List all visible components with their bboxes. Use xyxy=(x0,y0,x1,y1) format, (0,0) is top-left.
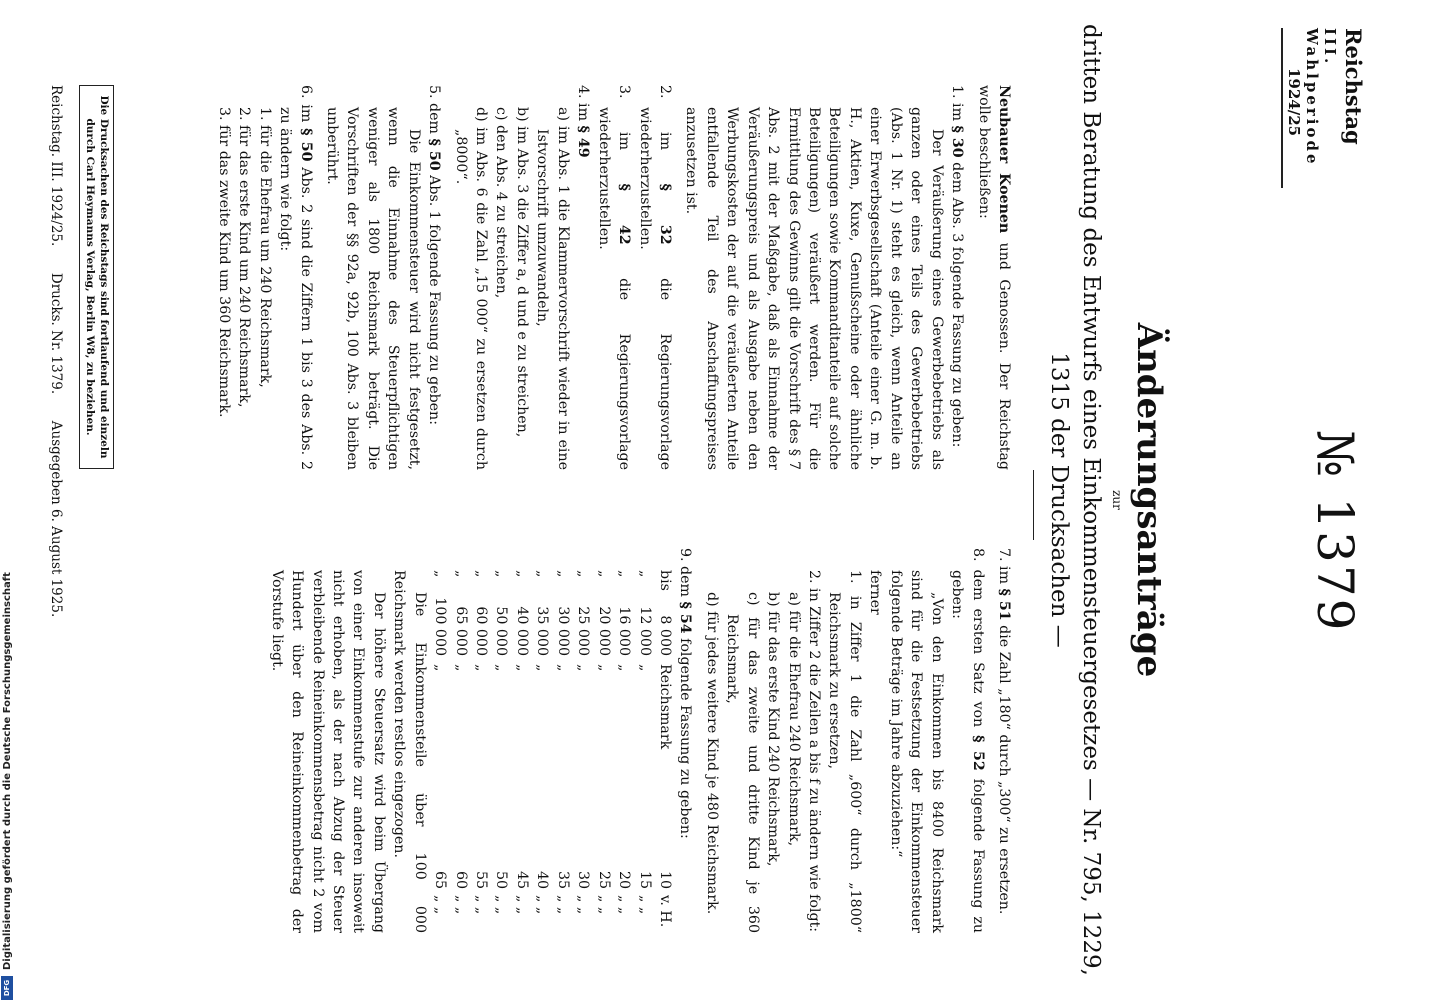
tax-row-prefix: „ xyxy=(554,570,571,578)
tax-row-rate: 20 xyxy=(616,870,633,889)
dfg-logo: DFG xyxy=(1,976,13,1000)
tax-row-rate-unit: v. H. xyxy=(657,895,673,928)
tax-row-unit: „ xyxy=(432,664,449,672)
tax-row-amount: 20 000 xyxy=(595,606,612,656)
tax-row-amount: 100 000 xyxy=(432,597,449,656)
tax-row-rate: 10 xyxy=(657,870,673,889)
document-subtitle-line-2: 1315 der Drucksachen — xyxy=(1046,352,1072,648)
tax-row-rate: 55 xyxy=(473,870,490,889)
tax-row-prefix: „ xyxy=(432,570,449,578)
tax-row xyxy=(430,548,450,933)
item-9-number: 9. dem xyxy=(677,548,694,602)
item-3 xyxy=(593,85,634,470)
tax-row-rate-unit: „ „ xyxy=(452,895,469,915)
item-4-number: 4. im xyxy=(575,85,592,126)
tax-row-prefix: „ xyxy=(534,570,551,578)
title-connector: zur xyxy=(1110,490,1124,510)
tax-row-amount: 30 000 xyxy=(554,606,571,656)
tax-row-amount: 50 000 xyxy=(493,606,510,656)
item-8-2: 2. in Ziffer 2 die Zeilen a bis f zu ändern wie folgt: xyxy=(806,570,823,933)
tax-row-amount: 12 000 xyxy=(636,606,653,656)
tax-row xyxy=(512,548,532,933)
item-6-number: 6. im xyxy=(297,85,314,129)
reichstag-label: Reichstag xyxy=(1341,28,1366,145)
tax-row-unit: „ xyxy=(513,664,530,672)
tax-row xyxy=(634,548,654,933)
tax-row-prefix: „ xyxy=(452,570,469,578)
item-6-1: 1. für die Ehefrau um 240 Reichsmark, xyxy=(256,107,273,388)
tax-row-unit: Reichsmark xyxy=(657,664,673,750)
item-2-number: 2. im xyxy=(657,85,673,184)
item-2-instruction: die Regierungsvorlage wiederherzustellen. xyxy=(636,107,673,471)
tax-row-prefix: „ xyxy=(575,570,592,578)
tax-row-rate: 15 xyxy=(636,870,653,889)
tax-row-prefix: „ xyxy=(636,570,653,578)
tax-row-unit: „ xyxy=(575,664,592,672)
footer-print-number: Drucks. Nr. 1379. xyxy=(48,272,64,395)
item-3-number: 3. im xyxy=(616,85,633,184)
item-6-instruction: Abs. 2 sind die Ziffern 1 bis 3 des Abs. 2 zu ändern wie folgt: xyxy=(277,107,314,471)
right-column xyxy=(266,548,1014,933)
item-6-paragraph: § 50 xyxy=(297,128,314,162)
tax-row-rate: 45 xyxy=(513,870,530,889)
item-1 xyxy=(947,85,967,470)
tax-row-rate-unit: „ „ xyxy=(534,895,551,915)
tax-row-rate-unit: „ „ xyxy=(554,895,571,915)
motion-intro xyxy=(973,85,1014,470)
item-1-number: 1. im xyxy=(949,85,966,126)
tax-row-unit: „ xyxy=(473,664,490,672)
item-7 xyxy=(994,548,1014,933)
item-6 xyxy=(275,85,316,470)
item-8-paragraph: § 52 xyxy=(969,735,986,771)
motion-authors: Neubauer Koenen xyxy=(996,85,1012,234)
tax-row xyxy=(532,548,552,933)
tax-row-rate-unit: „ „ xyxy=(432,895,449,915)
item-6-2: 2. für das erste Kind um 240 Reichsmark, xyxy=(236,107,253,408)
item-8-2c: c) für das zweite und dritte Kind je 360 Reichsmark, xyxy=(724,592,761,933)
tax-row-prefix: „ xyxy=(513,570,530,578)
tax-row xyxy=(655,548,675,933)
item-2-paragraph: § 32 xyxy=(657,183,673,245)
tax-row-unit: „ xyxy=(636,664,653,672)
item-9 xyxy=(675,548,695,933)
tax-row-rate: 25 xyxy=(595,870,612,889)
tax-row-amount: 40 000 xyxy=(513,606,530,656)
tax-row-unit: „ xyxy=(595,664,612,672)
item-4-paragraph: § 49 xyxy=(575,125,592,158)
motion-intro-text: und Genossen. Der Reichstag wolle beschließen: xyxy=(975,85,1012,471)
footer-issue-date: Ausgegeben 6. August 1925. xyxy=(48,420,64,618)
tax-row xyxy=(614,548,634,933)
tax-row-unit: „ xyxy=(493,664,510,672)
tax-row-rate-unit: „ „ xyxy=(575,895,592,915)
tax-row-rate: 60 xyxy=(452,870,469,889)
heading-rule xyxy=(1281,28,1283,188)
item-1-paragraph: § 30 xyxy=(949,125,966,158)
item-6-3: 3. für das zweite Kind um 360 Reichsmark. xyxy=(215,107,232,418)
item-1-instruction: dem Abs. 3 folgende Fassung zu geben: xyxy=(949,157,966,448)
item-7-number: 7. im xyxy=(996,548,1012,589)
tax-row-unit: „ xyxy=(534,664,551,672)
left-column xyxy=(213,85,1014,470)
item-9-instruction: folgende Fassung zu geben: xyxy=(677,633,694,839)
tax-row-rate-unit: „ „ xyxy=(595,895,612,915)
tax-row-rate-unit: „ „ xyxy=(513,895,530,915)
item-5-number: 5. dem xyxy=(426,85,443,139)
tax-row-unit: „ xyxy=(616,664,633,672)
tax-row-amount: 16 000 xyxy=(616,606,633,656)
item-3-instruction: die Regierungsvorlage wiederherzustellen. xyxy=(595,107,633,471)
tax-row-unit: „ xyxy=(554,664,571,672)
tax-row-rate-unit: „ „ xyxy=(636,895,653,915)
tax-row xyxy=(450,548,470,933)
item-4 xyxy=(573,85,593,470)
tax-row-prefix: „ xyxy=(595,570,612,578)
tax-row xyxy=(573,548,593,933)
footer-reichstag: Reichstag. III. 1924/25. xyxy=(48,85,64,247)
item-8-quote: „Von den Einkommen bis 8400 Reichsmark sind für die Festsetzung der Einkommensteuer folgende Beträge im Jahre abzuziehen:“ xyxy=(887,570,945,933)
item-7-paragraph: § 51 xyxy=(996,588,1012,621)
item-5 xyxy=(424,85,444,470)
item-2 xyxy=(634,85,675,470)
tax-row-amount: 35 000 xyxy=(534,606,551,656)
tax-row-rate: 50 xyxy=(493,870,510,889)
item-1-text: Der Veräußerung eines Gewerbebetriebs als ganzen oder eines Teils des Gewerbebetriebs (Abs. 1 Nr. 1) steht es gleich, wenn Anteile an einer Erwerbsgesellschaft (Anteile einer G. m. b. H., Aktien, Kuxe, Genußscheine oder ähnliche Beteiligungen sowie Kommanditanteile auf solche Beteiligungen) veräußert werden. Für die Ermittlung des Gewinns gilt die Vorschrift des § 7 Abs. 2 mit der Maßgabe, daß als Einnahme der Veräußerungspreis und als Ausgabe neben den Werbungskosten der auf die veräußerten Anteile entfallende Teil des Anschaffungspreises anzusetzen ist. xyxy=(683,107,945,470)
item-4a: a) im Abs. 1 die Klammervorschrift wieder in eine Istvorschrift umzuwandeln, xyxy=(534,107,571,470)
item-9-paragraph: § 54 xyxy=(677,601,694,634)
item-8 xyxy=(947,548,988,933)
item-3-paragraph: § 42 xyxy=(616,183,633,245)
item-5-text: Die Einkommensteuer wird nicht festgesetzt, wenn die Einnahme des Steuerpflichtigen weniger als 1800 Reichsmark beträgt. Die Vorschriften der §§ 92a, 92b, 100 Abs. 3 bleiben unberührt. xyxy=(324,107,422,470)
item-5-paragraph: § 50 xyxy=(426,138,443,171)
document-title: Änderungsanträge xyxy=(1129,322,1169,678)
tax-row xyxy=(491,548,511,933)
tax-row-rate-unit: „ „ xyxy=(616,895,633,915)
tax-row-rate: 40 xyxy=(534,870,551,889)
item-8-1: 1. in Ziffer 1 die Zahl „600“ durch „1800“ Reichsmark zu ersetzen, xyxy=(826,570,863,933)
tax-row xyxy=(471,548,491,933)
distribution-notice: Die Drucksachen des Reichstags sind fortlaufend und einzeln durch Carl Heymanns Verlag, Berlin W8, zu beziehen. xyxy=(79,85,114,469)
item-8-ferner: ferner xyxy=(867,570,884,615)
item-8-number: 8. dem ersten Satz von xyxy=(969,548,986,736)
tax-row-rate-unit: „ „ xyxy=(493,895,510,915)
tax-row-rate: 30 xyxy=(575,870,592,889)
item-8-instruction: folgende Fassung zu geben: xyxy=(949,570,986,934)
document-subtitle-line-1: dritten Beratung des Entwurfs eines Einkommensteuergesetzes — Nr. 795, 1229, xyxy=(1078,24,1104,976)
tax-row-amount: 25 000 xyxy=(575,606,592,656)
digitization-credit-text: Digitalisierung gefördert durch die Deutsche Forschungsgemeinschaft xyxy=(1,572,13,970)
item-8-2a: a) für die Ehefrau 240 Reichsmark, xyxy=(785,592,802,847)
item-4d: d) im Abs. 6 die Zahl „15 000“ zu ersetzen durch „8000“. xyxy=(452,107,490,470)
document-number: № 1379 xyxy=(1306,430,1364,633)
item-9-text-1: Die Einkommensteile über 100 000 Reichsmark werden restlos eingezogen. xyxy=(391,570,428,933)
tax-row-unit: „ xyxy=(452,664,469,672)
digitization-credit xyxy=(0,0,14,1000)
reichstag-heading xyxy=(1281,28,1366,198)
tax-row-prefix: bis xyxy=(657,570,673,591)
item-4c: c) den Abs. 4 zu streichen, xyxy=(493,107,510,299)
tax-row-prefix: „ xyxy=(493,570,510,578)
tax-row-prefix: „ xyxy=(616,570,633,578)
tax-row-amount: 60 000 xyxy=(473,606,490,656)
wahlperiode-label: III. Wahlperiode xyxy=(1303,28,1339,167)
item-5-instruction: Abs. 1 folgende Fassung zu geben: xyxy=(426,170,443,425)
tax-row-amount: 65 000 xyxy=(452,606,469,656)
item-8-2d: d) für jedes weitere Kind je 480 Reichsmark. xyxy=(703,592,720,915)
tax-row-prefix: „ xyxy=(473,570,490,578)
tax-row-amount: 8 000 xyxy=(657,615,673,656)
session-years: 1924/25 xyxy=(1285,68,1303,137)
item-7-instruction: die Zahl „180“ durch „300“ zu ersetzen. xyxy=(996,620,1012,915)
footer-line xyxy=(48,85,64,915)
tax-row xyxy=(593,548,613,933)
item-9-text-2: Der höhere Steuersatz wird beim Übergang von einer Einkommenstufe zur anderen insoweit nicht erhoben, als der nach Abzug der Steuer verbleibende Reineinkommensbetrag nicht 2 vom Hundert über den Reineinkommenbetrag der Vorstufe liegt. xyxy=(268,570,387,933)
tax-row-rate: 65 xyxy=(432,870,449,889)
tax-row-rate-unit: „ „ xyxy=(473,895,490,915)
item-8-2b: b) für das erste Kind 240 Reichsmark, xyxy=(765,592,782,867)
tax-rate-table xyxy=(430,548,675,933)
item-4b: b) im Abs. 3 die Ziffer a, d und e zu streichen, xyxy=(513,107,530,438)
title-divider xyxy=(1033,470,1034,540)
tax-row-rate: 35 xyxy=(554,870,571,889)
tax-row xyxy=(552,548,572,933)
